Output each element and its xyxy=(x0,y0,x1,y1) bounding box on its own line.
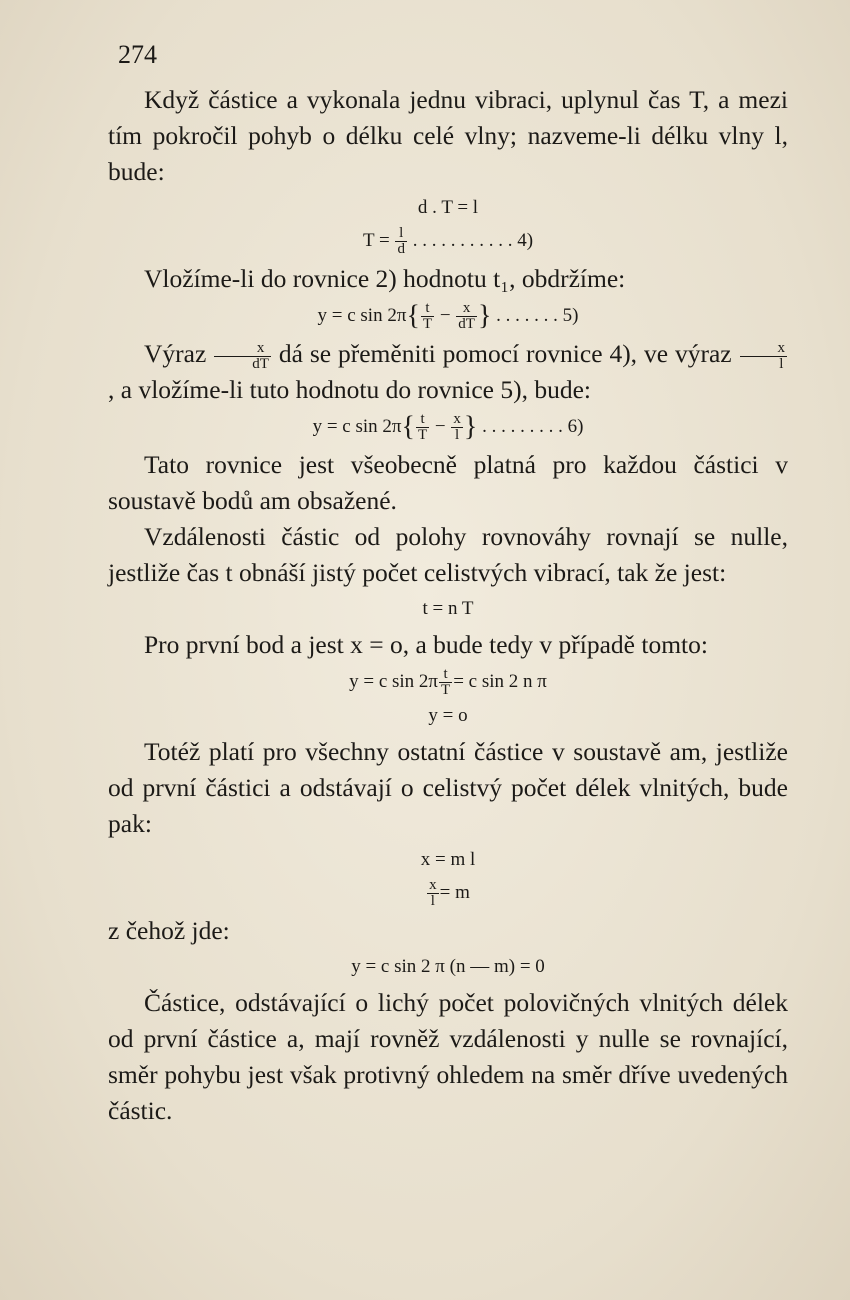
equation-y-zero: y = o xyxy=(428,705,468,726)
equation-dT: d . T = l xyxy=(417,197,479,218)
equation-4 xyxy=(108,226,788,257)
equation-x: x = m l xyxy=(420,849,476,870)
eq5-tag: . . . . . . . 5) xyxy=(496,304,579,326)
paragraph-2: Vložíme-li do rovnice 2) hodnotu t₁, obdržíme: xyxy=(144,264,626,293)
paragraph-4: Tato rovnice jest všeobecně platná pro každou částici v soustavě bodů am obsažené. xyxy=(108,450,788,515)
equation-6: y = c sin 2π{ $\frac{t}{T}$ − $\frac{x}{l}$ } . . . . . . . . . 6) xyxy=(312,411,584,443)
eq6-tag: . . . . . . . . . 6) xyxy=(482,415,584,437)
paragraph-3: Výraz $\frac{x}{dT}$ dá se přeměniti pomocí rovnice 4), ve výraz $\frac{x}{l}$ , a vložíme-li tuto hodnotu do rovnice 5), bude: xyxy=(108,339,786,404)
paragraph-9: Částice, odstávající o lichý počet polovičných vlnitých délek od první částice a, mají rovněž vzdálenosti y nulle se rovnající, směr pohybu jest však protivný ohledem na směr dříve uvedených částic. xyxy=(108,988,788,1125)
eq4-lhs: T = xyxy=(362,229,390,251)
paragraph-1: Když částice a vykonala jednu vibraci, uplynul čas T, a mezi tím pokročil pohyb o délku celé vlny; nazveme-li délku vlny l, bude: xyxy=(108,85,788,186)
equation-t: t = n T xyxy=(422,598,474,619)
paragraph-7: Totéž platí pro všechny ostatní částice v soustavě am, jestliže od první částici a odstávají o celistvý počet délek vlnitých, bude pak: xyxy=(108,737,788,838)
equation-y-sin: y = c sin 2π $\frac{t}{T}$ = c sin 2 n π xyxy=(349,666,547,698)
equation-x-over-l: $\frac{x}{l}$ = m xyxy=(429,877,470,909)
eq4-fraction: $\frac{l}{d}$ xyxy=(397,225,405,257)
page-body xyxy=(108,82,788,1129)
paragraph-8: z čehož jde: xyxy=(108,916,230,945)
page-number: 274 xyxy=(118,40,157,69)
equation-5: y = c sin 2π{ $\frac{t}{T}$ − $\frac{x}{dT}$ } . . . . . . . 5) xyxy=(317,300,579,332)
eq4-tag: . . . . . . . . . . . 4) xyxy=(412,229,534,251)
equation-final: y = c sin 2 π (n — m) = 0 xyxy=(351,956,545,977)
paragraph-5: Vzdálenosti částic od polohy rovnováhy rovnají se nulle, jestliže čas t obnáší jistý počet celistvých vibrací, tak že jest: xyxy=(108,522,788,587)
paragraph-6: Pro první bod a jest x = o, a bude tedy v případě tomto: xyxy=(144,630,708,659)
